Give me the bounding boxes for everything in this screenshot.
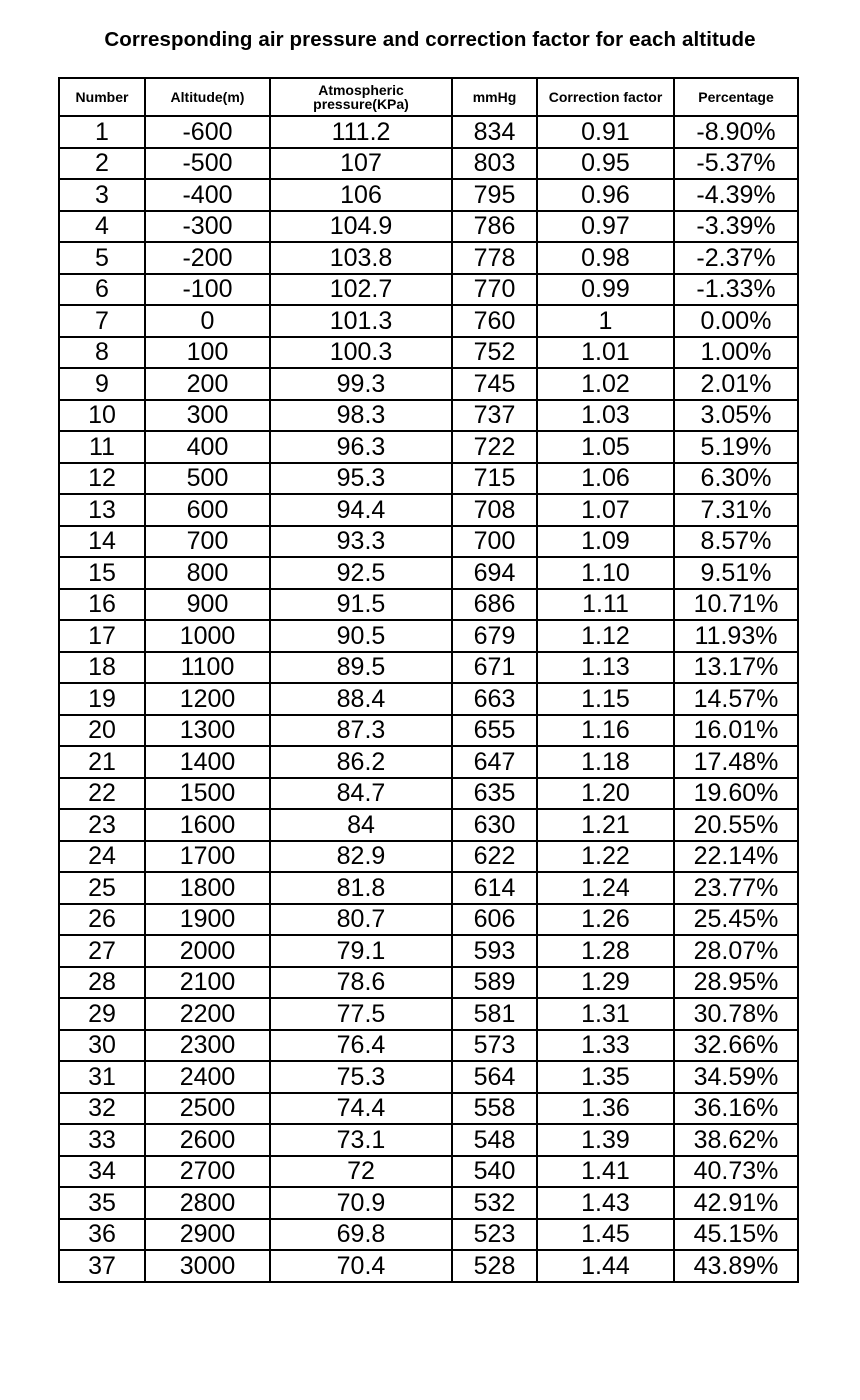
cell-number: 6 bbox=[59, 274, 145, 306]
cell-mmhg: 686 bbox=[452, 589, 537, 621]
cell-number: 14 bbox=[59, 526, 145, 558]
cell-percentage: 16.01% bbox=[674, 715, 798, 747]
cell-mmhg: 708 bbox=[452, 494, 537, 526]
cell-correction-factor: 1.02 bbox=[537, 368, 674, 400]
table-row bbox=[59, 242, 798, 274]
cell-mmhg: 778 bbox=[452, 242, 537, 274]
cell-mmhg: 581 bbox=[452, 998, 537, 1030]
cell-correction-factor: 1.35 bbox=[537, 1061, 674, 1093]
table-row bbox=[59, 1030, 798, 1062]
cell-correction-factor: 1.41 bbox=[537, 1156, 674, 1188]
cell-percentage: 17.48% bbox=[674, 746, 798, 778]
cell-pressure-kpa: 81.8 bbox=[270, 872, 452, 904]
cell-correction-factor: 1.01 bbox=[537, 337, 674, 369]
cell-percentage: 14.57% bbox=[674, 683, 798, 715]
cell-number: 18 bbox=[59, 652, 145, 684]
table-row bbox=[59, 1250, 798, 1282]
cell-correction-factor: 1.09 bbox=[537, 526, 674, 558]
cell-correction-factor: 1.11 bbox=[537, 589, 674, 621]
cell-number: 32 bbox=[59, 1093, 145, 1125]
cell-percentage: 30.78% bbox=[674, 998, 798, 1030]
table-row bbox=[59, 179, 798, 211]
table-row bbox=[59, 431, 798, 463]
cell-pressure-kpa: 100.3 bbox=[270, 337, 452, 369]
cell-percentage: 9.51% bbox=[674, 557, 798, 589]
cell-altitude: 1800 bbox=[145, 872, 270, 904]
table-row bbox=[59, 1187, 798, 1219]
cell-percentage: 28.07% bbox=[674, 935, 798, 967]
cell-percentage: -8.90% bbox=[674, 116, 798, 148]
cell-number: 34 bbox=[59, 1156, 145, 1188]
table-row bbox=[59, 274, 798, 306]
cell-mmhg: 722 bbox=[452, 431, 537, 463]
cell-correction-factor: 1.36 bbox=[537, 1093, 674, 1125]
table-row bbox=[59, 1219, 798, 1251]
cell-percentage: -5.37% bbox=[674, 148, 798, 180]
cell-pressure-kpa: 75.3 bbox=[270, 1061, 452, 1093]
table-row bbox=[59, 1061, 798, 1093]
header-mmhg: mmHg bbox=[452, 78, 537, 116]
cell-correction-factor: 1.28 bbox=[537, 935, 674, 967]
cell-correction-factor: 1.33 bbox=[537, 1030, 674, 1062]
cell-altitude: -500 bbox=[145, 148, 270, 180]
cell-percentage: 8.57% bbox=[674, 526, 798, 558]
cell-mmhg: 630 bbox=[452, 809, 537, 841]
cell-altitude: 0 bbox=[145, 305, 270, 337]
cell-correction-factor: 1.21 bbox=[537, 809, 674, 841]
cell-pressure-kpa: 79.1 bbox=[270, 935, 452, 967]
cell-mmhg: 528 bbox=[452, 1250, 537, 1282]
table-row bbox=[59, 841, 798, 873]
cell-altitude: 1300 bbox=[145, 715, 270, 747]
table-row bbox=[59, 589, 798, 621]
altitude-pressure-table bbox=[58, 77, 799, 1283]
cell-altitude: 600 bbox=[145, 494, 270, 526]
cell-percentage: 6.30% bbox=[674, 463, 798, 495]
cell-altitude: -300 bbox=[145, 211, 270, 243]
table-row bbox=[59, 872, 798, 904]
table-row bbox=[59, 620, 798, 652]
cell-altitude: 200 bbox=[145, 368, 270, 400]
cell-number: 35 bbox=[59, 1187, 145, 1219]
cell-correction-factor: 1.07 bbox=[537, 494, 674, 526]
cell-percentage: 20.55% bbox=[674, 809, 798, 841]
cell-altitude: 2300 bbox=[145, 1030, 270, 1062]
cell-correction-factor: 1.03 bbox=[537, 400, 674, 432]
cell-pressure-kpa: 92.5 bbox=[270, 557, 452, 589]
cell-altitude: 1200 bbox=[145, 683, 270, 715]
cell-correction-factor: 1.10 bbox=[537, 557, 674, 589]
cell-altitude: 2600 bbox=[145, 1124, 270, 1156]
cell-altitude: 1600 bbox=[145, 809, 270, 841]
cell-altitude: 2400 bbox=[145, 1061, 270, 1093]
cell-correction-factor: 1.15 bbox=[537, 683, 674, 715]
cell-altitude: 800 bbox=[145, 557, 270, 589]
cell-pressure-kpa: 99.3 bbox=[270, 368, 452, 400]
cell-mmhg: 752 bbox=[452, 337, 537, 369]
cell-percentage: 38.62% bbox=[674, 1124, 798, 1156]
cell-percentage: 36.16% bbox=[674, 1093, 798, 1125]
cell-correction-factor: 1 bbox=[537, 305, 674, 337]
cell-correction-factor: 1.22 bbox=[537, 841, 674, 873]
cell-pressure-kpa: 96.3 bbox=[270, 431, 452, 463]
cell-percentage: 34.59% bbox=[674, 1061, 798, 1093]
cell-number: 2 bbox=[59, 148, 145, 180]
cell-number: 27 bbox=[59, 935, 145, 967]
cell-altitude: 2000 bbox=[145, 935, 270, 967]
page-title: Corresponding air pressure and correction factor for each altitude bbox=[104, 28, 756, 51]
cell-number: 30 bbox=[59, 1030, 145, 1062]
cell-number: 23 bbox=[59, 809, 145, 841]
cell-mmhg: 803 bbox=[452, 148, 537, 180]
table-row bbox=[59, 463, 798, 495]
cell-correction-factor: 1.18 bbox=[537, 746, 674, 778]
cell-number: 26 bbox=[59, 904, 145, 936]
table-row bbox=[59, 1124, 798, 1156]
cell-pressure-kpa: 98.3 bbox=[270, 400, 452, 432]
table-row bbox=[59, 778, 798, 810]
cell-mmhg: 671 bbox=[452, 652, 537, 684]
cell-correction-factor: 0.91 bbox=[537, 116, 674, 148]
table-row bbox=[59, 1093, 798, 1125]
cell-percentage: 5.19% bbox=[674, 431, 798, 463]
cell-mmhg: 564 bbox=[452, 1061, 537, 1093]
cell-number: 28 bbox=[59, 967, 145, 999]
table-row bbox=[59, 746, 798, 778]
cell-altitude: -400 bbox=[145, 179, 270, 211]
cell-altitude: 1100 bbox=[145, 652, 270, 684]
cell-correction-factor: 1.44 bbox=[537, 1250, 674, 1282]
cell-number: 7 bbox=[59, 305, 145, 337]
cell-pressure-kpa: 80.7 bbox=[270, 904, 452, 936]
cell-mmhg: 655 bbox=[452, 715, 537, 747]
cell-correction-factor: 1.31 bbox=[537, 998, 674, 1030]
cell-percentage: -3.39% bbox=[674, 211, 798, 243]
cell-percentage: 45.15% bbox=[674, 1219, 798, 1251]
cell-mmhg: 593 bbox=[452, 935, 537, 967]
cell-mmhg: 770 bbox=[452, 274, 537, 306]
cell-percentage: 0.00% bbox=[674, 305, 798, 337]
cell-number: 13 bbox=[59, 494, 145, 526]
cell-pressure-kpa: 84.7 bbox=[270, 778, 452, 810]
cell-number: 33 bbox=[59, 1124, 145, 1156]
cell-number: 31 bbox=[59, 1061, 145, 1093]
table-row bbox=[59, 305, 798, 337]
cell-altitude: 500 bbox=[145, 463, 270, 495]
cell-correction-factor: 1.39 bbox=[537, 1124, 674, 1156]
cell-number: 19 bbox=[59, 683, 145, 715]
cell-correction-factor: 1.29 bbox=[537, 967, 674, 999]
cell-mmhg: 622 bbox=[452, 841, 537, 873]
cell-percentage: 28.95% bbox=[674, 967, 798, 999]
cell-pressure-kpa: 86.2 bbox=[270, 746, 452, 778]
cell-mmhg: 523 bbox=[452, 1219, 537, 1251]
table-row bbox=[59, 904, 798, 936]
cell-percentage: 23.77% bbox=[674, 872, 798, 904]
cell-percentage: -2.37% bbox=[674, 242, 798, 274]
cell-altitude: 900 bbox=[145, 589, 270, 621]
cell-correction-factor: 1.45 bbox=[537, 1219, 674, 1251]
cell-altitude: 2700 bbox=[145, 1156, 270, 1188]
cell-number: 9 bbox=[59, 368, 145, 400]
cell-pressure-kpa: 70.4 bbox=[270, 1250, 452, 1282]
cell-altitude: -200 bbox=[145, 242, 270, 274]
cell-mmhg: 786 bbox=[452, 211, 537, 243]
cell-altitude: -100 bbox=[145, 274, 270, 306]
cell-number: 20 bbox=[59, 715, 145, 747]
table-row bbox=[59, 368, 798, 400]
cell-correction-factor: 1.06 bbox=[537, 463, 674, 495]
cell-altitude: -600 bbox=[145, 116, 270, 148]
cell-pressure-kpa: 70.9 bbox=[270, 1187, 452, 1219]
header-number: Number bbox=[59, 78, 145, 116]
cell-pressure-kpa: 76.4 bbox=[270, 1030, 452, 1062]
cell-percentage: -4.39% bbox=[674, 179, 798, 211]
cell-percentage: -1.33% bbox=[674, 274, 798, 306]
table-row bbox=[59, 211, 798, 243]
cell-pressure-kpa: 89.5 bbox=[270, 652, 452, 684]
cell-pressure-kpa: 94.4 bbox=[270, 494, 452, 526]
cell-mmhg: 694 bbox=[452, 557, 537, 589]
cell-pressure-kpa: 104.9 bbox=[270, 211, 452, 243]
cell-correction-factor: 0.97 bbox=[537, 211, 674, 243]
cell-percentage: 40.73% bbox=[674, 1156, 798, 1188]
cell-pressure-kpa: 93.3 bbox=[270, 526, 452, 558]
table-row bbox=[59, 494, 798, 526]
cell-altitude: 2900 bbox=[145, 1219, 270, 1251]
cell-correction-factor: 1.05 bbox=[537, 431, 674, 463]
table-row bbox=[59, 967, 798, 999]
table-row bbox=[59, 148, 798, 180]
cell-number: 12 bbox=[59, 463, 145, 495]
cell-number: 29 bbox=[59, 998, 145, 1030]
cell-percentage: 2.01% bbox=[674, 368, 798, 400]
cell-altitude: 1900 bbox=[145, 904, 270, 936]
table-row bbox=[59, 526, 798, 558]
table-row bbox=[59, 683, 798, 715]
header-correction-factor: Correction factor bbox=[537, 78, 674, 116]
cell-altitude: 2800 bbox=[145, 1187, 270, 1219]
cell-number: 36 bbox=[59, 1219, 145, 1251]
cell-percentage: 11.93% bbox=[674, 620, 798, 652]
cell-correction-factor: 1.13 bbox=[537, 652, 674, 684]
cell-mmhg: 795 bbox=[452, 179, 537, 211]
cell-mmhg: 589 bbox=[452, 967, 537, 999]
cell-number: 37 bbox=[59, 1250, 145, 1282]
cell-mmhg: 647 bbox=[452, 746, 537, 778]
table-row bbox=[59, 998, 798, 1030]
cell-pressure-kpa: 90.5 bbox=[270, 620, 452, 652]
table-row bbox=[59, 116, 798, 148]
cell-mmhg: 679 bbox=[452, 620, 537, 652]
cell-altitude: 1400 bbox=[145, 746, 270, 778]
cell-number: 4 bbox=[59, 211, 145, 243]
table-row bbox=[59, 652, 798, 684]
cell-pressure-kpa: 73.1 bbox=[270, 1124, 452, 1156]
table-row bbox=[59, 809, 798, 841]
cell-correction-factor: 0.96 bbox=[537, 179, 674, 211]
cell-mmhg: 737 bbox=[452, 400, 537, 432]
cell-mmhg: 663 bbox=[452, 683, 537, 715]
cell-pressure-kpa: 102.7 bbox=[270, 274, 452, 306]
cell-percentage: 13.17% bbox=[674, 652, 798, 684]
cell-percentage: 3.05% bbox=[674, 400, 798, 432]
cell-pressure-kpa: 103.8 bbox=[270, 242, 452, 274]
cell-pressure-kpa: 106 bbox=[270, 179, 452, 211]
table-row bbox=[59, 715, 798, 747]
cell-mmhg: 532 bbox=[452, 1187, 537, 1219]
cell-altitude: 2500 bbox=[145, 1093, 270, 1125]
table-row bbox=[59, 935, 798, 967]
cell-altitude: 100 bbox=[145, 337, 270, 369]
cell-correction-factor: 0.98 bbox=[537, 242, 674, 274]
cell-pressure-kpa: 74.4 bbox=[270, 1093, 452, 1125]
cell-pressure-kpa: 91.5 bbox=[270, 589, 452, 621]
cell-percentage: 32.66% bbox=[674, 1030, 798, 1062]
cell-altitude: 300 bbox=[145, 400, 270, 432]
header-row bbox=[59, 78, 798, 116]
cell-number: 25 bbox=[59, 872, 145, 904]
cell-number: 5 bbox=[59, 242, 145, 274]
cell-altitude: 2200 bbox=[145, 998, 270, 1030]
cell-pressure-kpa: 77.5 bbox=[270, 998, 452, 1030]
cell-percentage: 19.60% bbox=[674, 778, 798, 810]
table-body bbox=[59, 116, 798, 1282]
cell-percentage: 42.91% bbox=[674, 1187, 798, 1219]
cell-pressure-kpa: 72 bbox=[270, 1156, 452, 1188]
cell-percentage: 7.31% bbox=[674, 494, 798, 526]
cell-mmhg: 540 bbox=[452, 1156, 537, 1188]
table-row bbox=[59, 337, 798, 369]
cell-altitude: 400 bbox=[145, 431, 270, 463]
cell-number: 1 bbox=[59, 116, 145, 148]
cell-altitude: 3000 bbox=[145, 1250, 270, 1282]
table-row bbox=[59, 400, 798, 432]
cell-pressure-kpa: 88.4 bbox=[270, 683, 452, 715]
header-percentage: Percentage bbox=[674, 78, 798, 116]
header-altitude: Altitude(m) bbox=[145, 78, 270, 116]
cell-number: 21 bbox=[59, 746, 145, 778]
cell-mmhg: 573 bbox=[452, 1030, 537, 1062]
cell-correction-factor: 1.24 bbox=[537, 872, 674, 904]
cell-pressure-kpa: 84 bbox=[270, 809, 452, 841]
cell-altitude: 1700 bbox=[145, 841, 270, 873]
cell-altitude: 1000 bbox=[145, 620, 270, 652]
cell-altitude: 1500 bbox=[145, 778, 270, 810]
cell-pressure-kpa: 111.2 bbox=[270, 116, 452, 148]
cell-altitude: 2100 bbox=[145, 967, 270, 999]
cell-number: 11 bbox=[59, 431, 145, 463]
cell-number: 10 bbox=[59, 400, 145, 432]
header-atmospheric-pressure: Atmospheric pressure(KPa) bbox=[270, 78, 452, 116]
cell-percentage: 10.71% bbox=[674, 589, 798, 621]
cell-correction-factor: 1.12 bbox=[537, 620, 674, 652]
table-row bbox=[59, 1156, 798, 1188]
cell-pressure-kpa: 69.8 bbox=[270, 1219, 452, 1251]
cell-correction-factor: 0.99 bbox=[537, 274, 674, 306]
cell-pressure-kpa: 107 bbox=[270, 148, 452, 180]
cell-number: 8 bbox=[59, 337, 145, 369]
cell-number: 17 bbox=[59, 620, 145, 652]
cell-correction-factor: 0.95 bbox=[537, 148, 674, 180]
cell-pressure-kpa: 95.3 bbox=[270, 463, 452, 495]
cell-correction-factor: 1.43 bbox=[537, 1187, 674, 1219]
cell-correction-factor: 1.20 bbox=[537, 778, 674, 810]
cell-number: 16 bbox=[59, 589, 145, 621]
cell-pressure-kpa: 82.9 bbox=[270, 841, 452, 873]
cell-mmhg: 700 bbox=[452, 526, 537, 558]
cell-number: 3 bbox=[59, 179, 145, 211]
table-row bbox=[59, 557, 798, 589]
cell-percentage: 1.00% bbox=[674, 337, 798, 369]
cell-mmhg: 745 bbox=[452, 368, 537, 400]
cell-mmhg: 558 bbox=[452, 1093, 537, 1125]
cell-pressure-kpa: 87.3 bbox=[270, 715, 452, 747]
cell-number: 15 bbox=[59, 557, 145, 589]
cell-correction-factor: 1.26 bbox=[537, 904, 674, 936]
cell-mmhg: 614 bbox=[452, 872, 537, 904]
cell-mmhg: 715 bbox=[452, 463, 537, 495]
cell-number: 22 bbox=[59, 778, 145, 810]
cell-pressure-kpa: 78.6 bbox=[270, 967, 452, 999]
cell-number: 24 bbox=[59, 841, 145, 873]
cell-pressure-kpa: 101.3 bbox=[270, 305, 452, 337]
cell-mmhg: 834 bbox=[452, 116, 537, 148]
cell-percentage: 22.14% bbox=[674, 841, 798, 873]
cell-correction-factor: 1.16 bbox=[537, 715, 674, 747]
cell-mmhg: 548 bbox=[452, 1124, 537, 1156]
cell-mmhg: 606 bbox=[452, 904, 537, 936]
cell-mmhg: 760 bbox=[452, 305, 537, 337]
cell-percentage: 43.89% bbox=[674, 1250, 798, 1282]
cell-mmhg: 635 bbox=[452, 778, 537, 810]
cell-percentage: 25.45% bbox=[674, 904, 798, 936]
cell-altitude: 700 bbox=[145, 526, 270, 558]
